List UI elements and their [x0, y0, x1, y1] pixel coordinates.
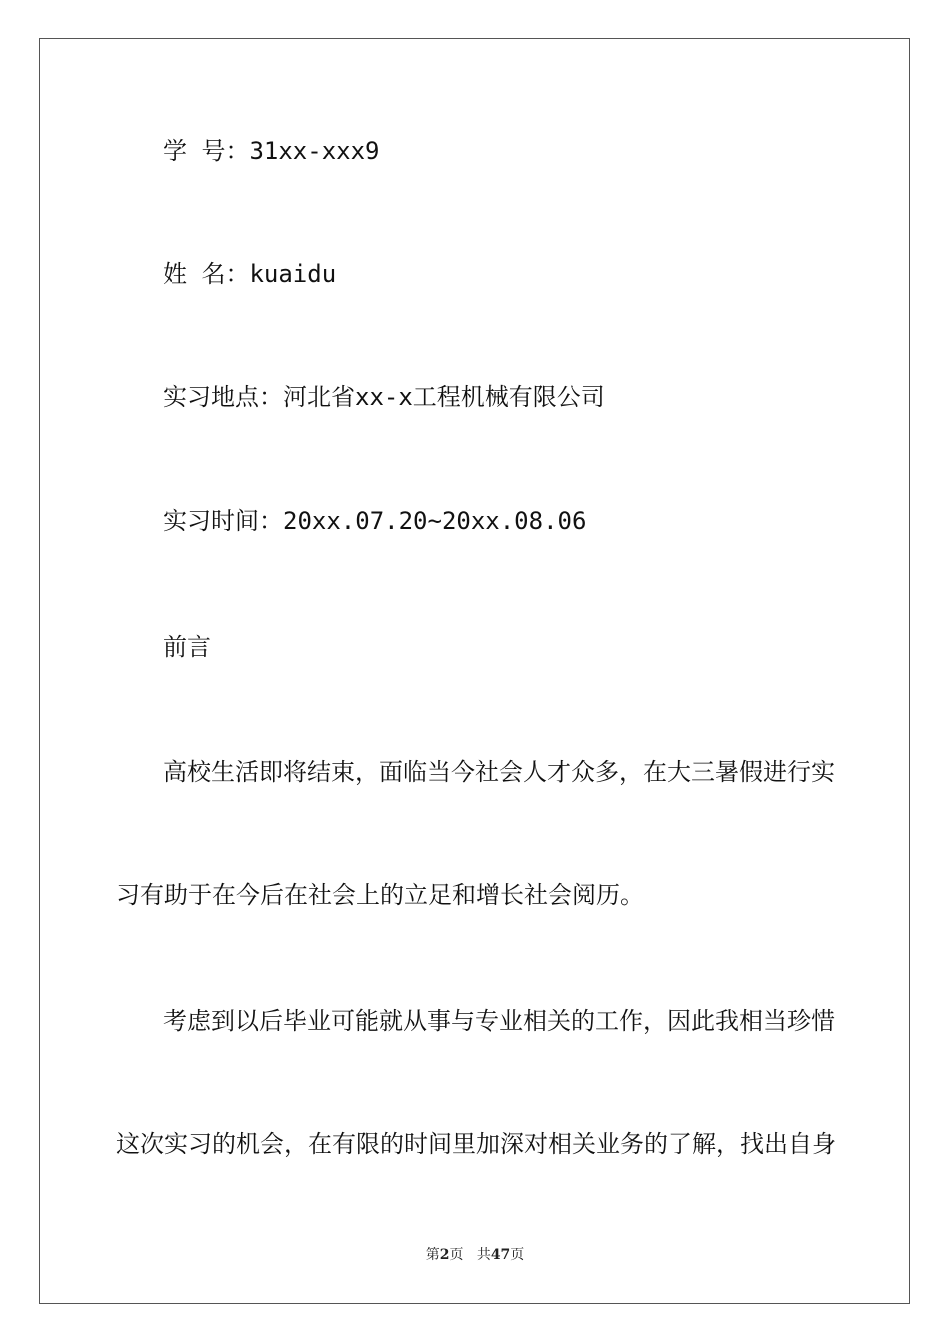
footer-page-number: 2	[439, 1247, 450, 1263]
footer-total-pages: 47	[490, 1247, 511, 1263]
paragraph-2-line-2: 这次实习的机会，在有限的时间里加深对相关业务的了解，找出自身	[116, 1130, 836, 1158]
student-id-field: 学 号：31xx-xxx9	[163, 137, 380, 165]
footer-total-prefix: 共	[476, 1247, 491, 1263]
internship-location-field: 实习地点：河北省xx-x工程机械有限公司	[163, 383, 605, 411]
page-border	[39, 38, 910, 1304]
paragraph-1-line-1: 高校生活即将结束，面临当今社会人才众多，在大三暑假进行实	[163, 758, 835, 786]
name-field: 姓 名：kuaidu	[163, 260, 337, 288]
paragraph-2-line-1: 考虑到以后毕业可能就从事与专业相关的工作，因此我相当珍惜	[163, 1007, 835, 1035]
footer-total-suffix: 页	[510, 1247, 525, 1263]
footer-page-prefix: 第	[425, 1247, 440, 1263]
footer-page-suffix: 页	[449, 1247, 464, 1263]
paragraph-1-line-2: 习有助于在今后在社会上的立足和增长社会阅历。	[116, 881, 644, 909]
page-footer	[0, 1245, 950, 1265]
internship-period-field: 实习时间：20xx.07.20~20xx.08.06	[163, 507, 587, 535]
section-heading-preface: 前言	[163, 633, 211, 661]
